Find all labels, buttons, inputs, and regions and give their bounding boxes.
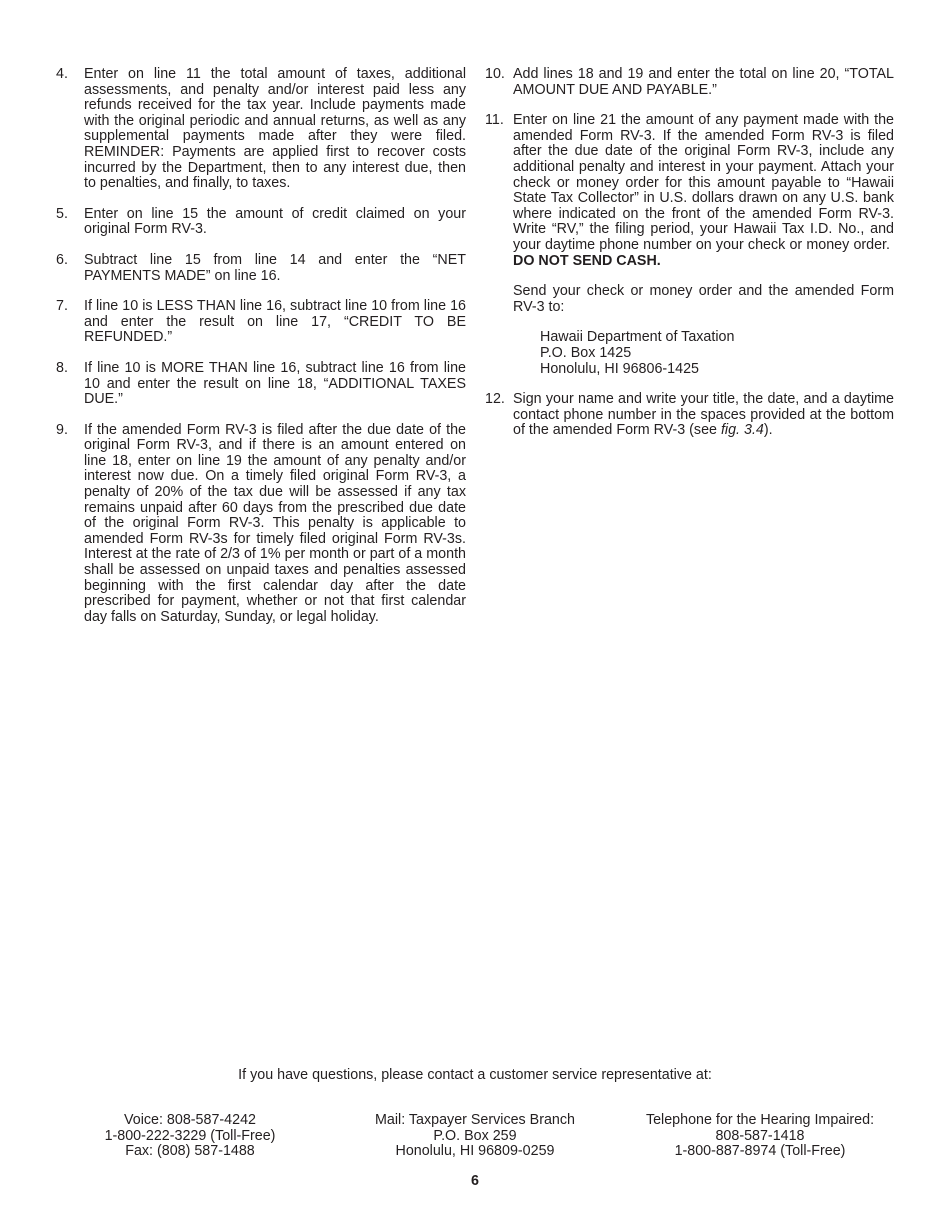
item-text-closing: ). <box>763 422 773 439</box>
tty-toll-free: 1-800-887-8974 (Toll-Free) <box>674 1143 846 1160</box>
page-number: 6 <box>471 1173 479 1189</box>
item-number: 8. <box>56 359 68 376</box>
voice-toll-free: 1-800-222-3229 (Toll-Free) <box>104 1127 276 1144</box>
instruction-item-9 <box>56 423 466 626</box>
voice-phone: Voice: 808-587-4242 <box>124 1112 256 1128</box>
item-number: 10. <box>485 66 505 82</box>
instruction-item-7 <box>56 299 466 346</box>
send-instructions: Send your check or money order and the amended Form RV-3 to: <box>513 283 894 315</box>
instruction-item-6 <box>56 253 466 284</box>
instruction-item-4 <box>56 67 466 192</box>
address-line: P.O. Box 1425 <box>540 344 632 361</box>
item-number: 5. <box>56 205 68 222</box>
item-text-main: Sign your name and write your title, the date, and a daytime contact phone number in the spaces provided at the bottom of the amended Form RV-3 (see <box>513 391 894 439</box>
tty-label: Telephone for the Hearing Impaired: <box>645 1112 875 1128</box>
contact-hearing-impaired-block <box>610 1113 910 1160</box>
figure-reference: fig. 3.4 <box>720 422 764 439</box>
fax-number: Fax: (808) 587-1488 <box>125 1143 255 1160</box>
contact-voice-block <box>60 1113 320 1160</box>
item-number: 7. <box>56 298 68 315</box>
item-text-main: Enter on line 21 the amount of any payment made with the amended Form RV-3. If the amended Form RV-3 is filed after the due date of the original Form RV-3, include any additional penalty and interest in your payment. Attach your check or money order for this amount payable to “Hawaii State Tax Collector” in U.S. dollars drawn on any U.S. bank where indicated on the front of the amended Form RV-3. Write “RV,” the filing period, your Hawaii Tax I.D. No., and your daytime phone number on your check or money order. <box>513 112 894 253</box>
item-number: 6. <box>56 251 68 268</box>
item-text <box>513 392 894 439</box>
mail-branch: Mail: Taxpayer Services Branch <box>375 1112 575 1128</box>
item-text: Enter on line 15 the amount of credit claimed on your original Form RV-3. <box>84 205 466 238</box>
item-text: If the amended Form RV-3 is filed after the due date of the original Form RV-3, and if there is an amount entered on line 18, enter on line 19 the amount of any penalty and/or interest now due. On a timely filed original Form RV-3, a penalty of 20% of the tax due will be assessed if any tax remains unpaid after 60 days from the prescribed due date of the original Form RV-3. This penalty is applicable to amended Form RV-3s for timely filed original Form RV-3s. Interest at the rate of 2/3 of 1% per month or part of a month shall be assessed on unpaid taxes and penalties assessed beginning with the first calendar day after the date prescribed for payment, whether or not that first calendar day falls on Saturday, Sunday, or legal holiday. <box>84 421 466 625</box>
item-number: 4. <box>56 66 68 82</box>
instruction-item-11 <box>485 113 894 269</box>
mail-po-box: P.O. Box 259 <box>433 1127 517 1144</box>
item-number: 12. <box>485 391 505 408</box>
item-text: If line 10 is LESS THAN line 16, subtract line 10 from line 16 and enter the result on line 17, “CREDIT TO BE REFUNDED.” <box>84 298 466 346</box>
mailing-address <box>485 330 894 377</box>
mail-city: Honolulu, HI 96809-0259 <box>395 1143 555 1160</box>
address-line: Hawaii Department of Taxation <box>540 329 735 346</box>
contact-mail-block <box>345 1113 605 1160</box>
instruction-item-10 <box>485 67 894 98</box>
left-column <box>56 67 466 640</box>
item-number: 11. <box>485 112 504 129</box>
tty-phone: 808-587-1418 <box>715 1127 805 1144</box>
instruction-item-5 <box>56 207 466 238</box>
contact-intro: If you have questions, please contact a customer service representative at: <box>238 1067 712 1083</box>
item-text: Subtract line 15 from line 14 and enter the “NET PAYMENTS MADE” on line 16. <box>84 251 466 284</box>
address-line: Honolulu, HI 96806-1425 <box>540 360 699 377</box>
item-number: 9. <box>56 421 68 438</box>
item-text: If line 10 is MORE THAN line 16, subtract line 16 from line 10 and enter the result on line 18, “ADDITIONAL TAXES DUE.” <box>84 359 466 408</box>
right-column <box>485 67 894 454</box>
do-not-send-cash-warning: DO NOT SEND CASH. <box>513 252 661 269</box>
instruction-item-8 <box>56 361 466 408</box>
item-text: Add lines 18 and 19 and enter the total on line 20, “TOTAL AMOUNT DUE AND PAYABLE.” <box>513 66 894 98</box>
item-text <box>513 113 894 269</box>
instruction-item-12 <box>485 392 894 439</box>
item-text: Enter on line 11 the total amount of taxes, additional assessments, and penalty and/or interest paid less any refunds received for the tax year. Include payments made with the original periodic and annual returns, as well as any supplemental payments made after they were filed. REMINDER: Payments are applied first to recover costs incurred by the Department, then to any interest due, then to penalties, and finally, to taxes. <box>84 66 466 192</box>
